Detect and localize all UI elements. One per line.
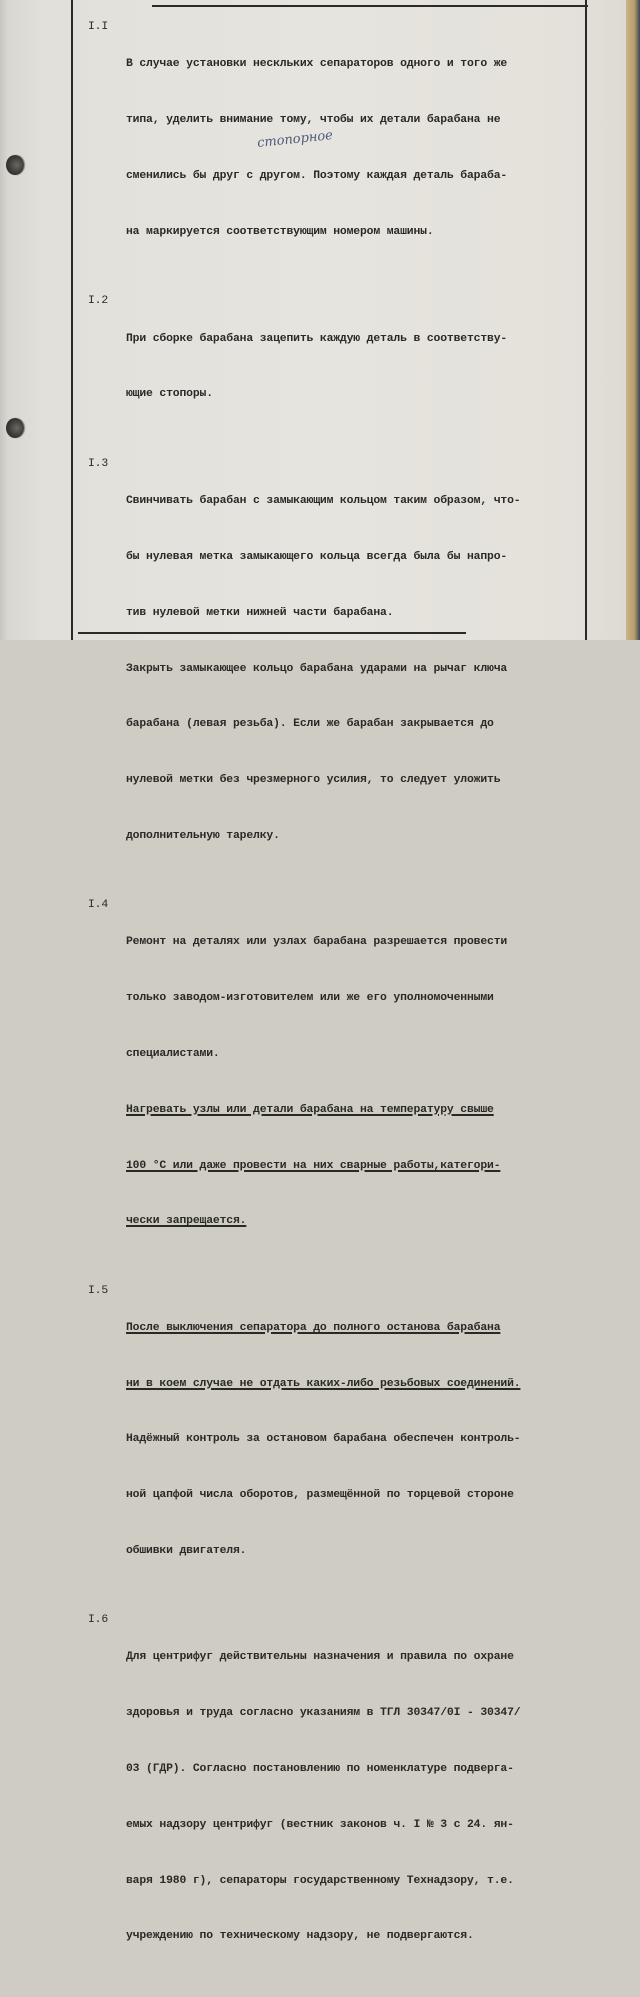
- section-number: I.2: [88, 295, 109, 308]
- right-border-line: [585, 0, 587, 640]
- text-line: учреждению по техническому надзору, не подвергаются.: [126, 1930, 474, 1943]
- section-1-6: [88, 1611, 521, 1983]
- text-line: емых надзору центрифуг (вестник законов ч. I № 3 с 24. ян-: [126, 1818, 514, 1831]
- text-line: ющие стопоры.: [126, 388, 213, 401]
- text-line: здоровья и труда согласно указаниям в ТГЛ 30347/0I - 30347/: [126, 1707, 521, 1720]
- text-line: нулевой метки без чрезмерного усилия, то следует уложить: [126, 774, 501, 787]
- text-line: специалистами.: [126, 1047, 220, 1060]
- binding-hole-top: [6, 155, 24, 175]
- section-1-4: [88, 896, 508, 1268]
- top-rule: [152, 5, 588, 7]
- text-line: только заводом-изготовителем или же его уполномоченными: [126, 992, 494, 1005]
- page-left-edge: [0, 0, 8, 640]
- document-body: [88, 12, 521, 1997]
- text-line: ной цапфой числа оборотов, размещённой по торцевой стороне: [126, 1489, 514, 1502]
- text-line: При сборке барабана зацепить каждую деталь в соответству-: [126, 332, 508, 345]
- underlined-warning-line: После выключения сепаратора до полного останова барабана: [126, 1321, 501, 1334]
- section-1-3: [88, 455, 521, 883]
- handwritten-annotation: стопорное: [256, 128, 334, 151]
- underlined-warning-line: чески запрещается.: [126, 1215, 247, 1228]
- text-line: Свинчивать барабан с замыкающим кольцом таким образом, что-: [126, 495, 521, 508]
- underlined-warning-line: ни в коем случае не отдать каких-либо резьбовых соединений.: [126, 1377, 521, 1390]
- left-border-line: [71, 0, 73, 640]
- section-number: I.5: [88, 1284, 109, 1297]
- text-line: В случае установки нескльких сепараторов одного и того же: [126, 58, 508, 71]
- text-line: Для центрифуг действительны назначения и правила по охране: [126, 1651, 514, 1664]
- text-line: 03 (ГДР). Согласно постановлению по номенклатуре подверга-: [126, 1762, 514, 1775]
- text-line: бы нулевая метка замыкающего кольца всегда была бы напро-: [126, 551, 508, 564]
- underlined-warning-line: Нагревать узлы или детали барабана на температуру свыше: [126, 1103, 494, 1116]
- text-line: типа, уделить внимание тому, чтобы их детали барабана не: [126, 113, 501, 126]
- text-line: варя 1980 г), сепараторы государственному Технадзору, т.е.: [126, 1874, 514, 1887]
- section-1-2: [88, 292, 508, 441]
- underlined-warning-line: 100 °С или даже провести на них сварные работы,категори-: [126, 1159, 501, 1172]
- section-number: I.4: [88, 899, 109, 912]
- text-line: обшивки двигателя.: [126, 1544, 247, 1557]
- section-number: I.3: [88, 458, 109, 471]
- text-line: Надёжный контроль за остановом барабана обеспечен контроль-: [126, 1433, 521, 1446]
- text-line: тив нулевой метки нижней части барабана.: [126, 606, 394, 619]
- page-right-edge: [626, 0, 640, 640]
- text-line: Ремонт на деталях или узлах барабана разрешается провести: [126, 936, 508, 949]
- section-1-1: [88, 18, 508, 278]
- text-line: Закрыть замыкающее кольцо барабана ударами на рычаг ключа: [126, 662, 508, 675]
- section-1-5: [88, 1282, 521, 1598]
- section-number: I.6: [88, 1614, 109, 1627]
- text-line: на маркируется соответствующим номером машины.: [126, 225, 434, 238]
- section-number: I.I: [88, 21, 109, 33]
- binding-hole-bottom: [6, 418, 24, 438]
- text-line: дополнительную тарелку.: [126, 829, 280, 842]
- text-line: сменились бы друг с другом. Поэтому каждая деталь бараба-: [126, 169, 508, 182]
- text-line: барабана (левая резьба). Если же барабан закрывается до: [126, 718, 494, 731]
